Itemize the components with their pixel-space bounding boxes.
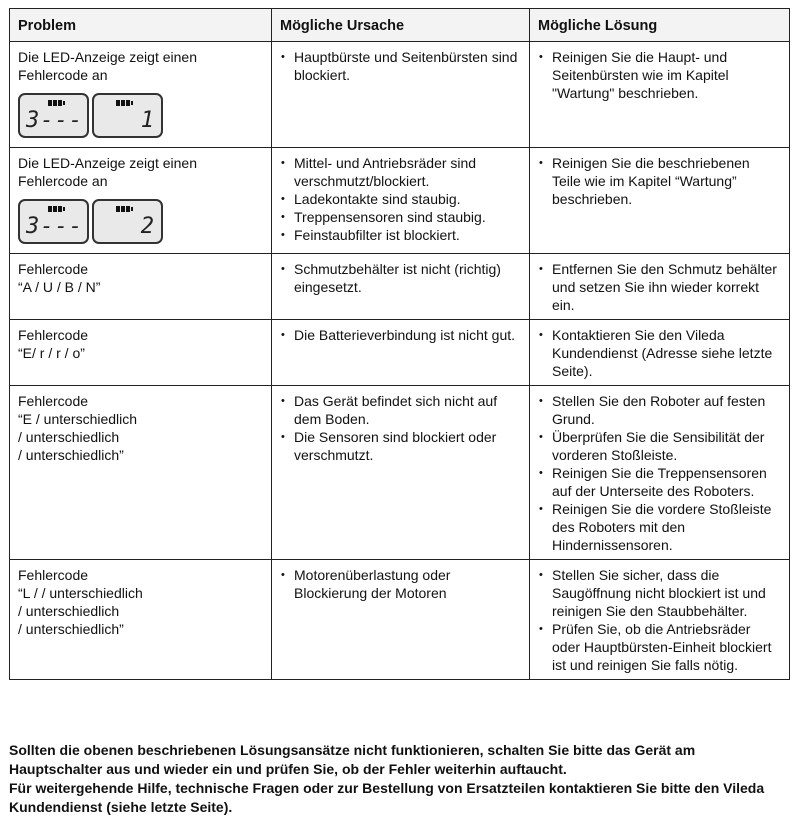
solution-cell [530, 386, 790, 560]
problem-cell [10, 320, 272, 386]
battery-icon [116, 206, 133, 212]
table-header-row [10, 9, 790, 42]
solution-item: • Entfernen Sie den Schmutz behälter und setzen Sie ihn wieder korrekt ein. [538, 260, 782, 314]
battery-segment [58, 100, 62, 106]
cause-item: • Schmutzbehälter ist nicht (richtig) eingesetzt. [280, 260, 522, 296]
problem-text: / unterschiedlich [18, 429, 120, 445]
solution-item: • Reinigen Sie die vordere Stoßleiste des Roboters mit den Hindernissensoren. [538, 500, 782, 554]
problem-text: Die LED-Anzeige zeigt einen [18, 155, 197, 171]
problem-text: “E / unterschiedlich [18, 411, 138, 427]
problem-cell [10, 254, 272, 320]
problem-text: Fehlercode [18, 261, 89, 277]
battery-segment [53, 100, 57, 106]
solutions-list [538, 326, 782, 380]
problem-text: Fehlercode an [18, 67, 108, 83]
error-display-pair [18, 199, 264, 244]
lcd-display-icon [92, 93, 163, 138]
solution-item: • Reinigen Sie die Treppensensoren auf der Unterseite des Roboters. [538, 464, 782, 500]
problem-cell [10, 148, 272, 254]
battery-tip [63, 101, 65, 105]
battery-icon [116, 100, 133, 106]
battery-segment [48, 100, 52, 106]
solution-cell [530, 148, 790, 254]
battery-tip [131, 101, 133, 105]
problem-text: Die LED-Anzeige zeigt einen [18, 49, 197, 65]
solution-item: • Reinigen Sie die Haupt- und Seitenbürsten wie im Kapitel "Wartung" beschrieben. [538, 48, 782, 102]
footer-note [9, 741, 791, 817]
troubleshooting-table [9, 8, 790, 680]
battery-segment [53, 206, 57, 212]
table-row [10, 386, 790, 560]
cause-item: • Treppensensoren sind staubig. [280, 208, 522, 226]
causes-list [280, 392, 522, 464]
lcd-digits: 3--- [26, 214, 83, 239]
lcd-digits: 2 [140, 214, 155, 239]
table-row [10, 254, 790, 320]
problem-text: Fehlercode an [18, 173, 108, 189]
table-row [10, 320, 790, 386]
lcd-display-icon [92, 199, 163, 244]
solution-item: • Überprüfen Sie die Sensibilität der vorderen Stoßleiste. [538, 428, 782, 464]
problem-cell [10, 386, 272, 560]
lcd-display-icon [18, 93, 89, 138]
table-row [10, 560, 790, 680]
lcd-display-icon [18, 199, 89, 244]
table-row [10, 42, 790, 148]
problem-text: “E/ r / r / o” [18, 345, 85, 361]
header-cause: Mögliche Ursache [272, 9, 530, 42]
problem-cell [10, 560, 272, 680]
error-display-pair [18, 93, 264, 138]
battery-segment [116, 100, 120, 106]
solutions-list [538, 48, 782, 102]
battery-segment [121, 100, 125, 106]
header-solution: Mögliche Lösung [530, 9, 790, 42]
solution-cell [530, 254, 790, 320]
footer-paragraph: Für weitergehende Hilfe, technische Fragen oder zur Bestellung von Ersatzteilen kontaktieren Sie bitte den Vileda Kundendienst (siehe letzte Seite). [9, 780, 765, 815]
problem-text: / unterschiedlich [18, 603, 120, 619]
cause-cell [272, 254, 530, 320]
solution-item: • Stellen Sie den Roboter auf festen Grund. [538, 392, 782, 428]
cause-cell [272, 148, 530, 254]
cause-item: • Feinstaubfilter ist blockiert. [280, 226, 522, 244]
cause-cell [272, 560, 530, 680]
problem-text: “A / U / B / N” [18, 279, 101, 295]
cause-item: • Ladekontakte sind staubig. [280, 190, 522, 208]
cause-item: • Die Batterieverbindung ist nicht gut. [280, 326, 522, 344]
solution-cell [530, 42, 790, 148]
cause-item: • Mittel- und Antriebsräder sind verschmutzt/blockiert. [280, 154, 522, 190]
problem-text: / unterschiedlich” [18, 621, 124, 637]
footer-paragraph: Sollten die obenen beschriebenen Lösungsansätze nicht funktionieren, schalten Sie bitte das Gerät am Hauptschalter aus und wieder ein und prüfen Sie, ob der Fehler weiterhin auftaucht. [9, 742, 696, 777]
lcd-digits: 3--- [26, 108, 83, 133]
battery-segment [126, 206, 130, 212]
battery-segment [126, 100, 130, 106]
battery-tip [63, 207, 65, 211]
solutions-list [538, 392, 782, 554]
solutions-list [538, 154, 782, 208]
battery-icon [48, 206, 65, 212]
solution-cell [530, 560, 790, 680]
battery-icon [48, 100, 65, 106]
battery-tip [131, 207, 133, 211]
causes-list [280, 154, 522, 244]
cause-item: • Das Gerät befindet sich nicht auf dem Boden. [280, 392, 522, 428]
problem-text: Fehlercode [18, 327, 89, 343]
cause-item: • Motorenüberlastung oder Blockierung der Motoren [280, 566, 522, 602]
causes-list [280, 260, 522, 296]
solution-item: • Kontaktieren Sie den Vileda Kundendienst (Adresse siehe letzte Seite). [538, 326, 782, 380]
battery-segment [116, 206, 120, 212]
solution-item: • Reinigen Sie die beschriebenen Teile wie im Kapitel “Wartung” beschrieben. [538, 154, 782, 208]
header-problem: Problem [10, 9, 272, 42]
causes-list [280, 566, 522, 602]
battery-segment [48, 206, 52, 212]
lcd-digits: 1 [140, 108, 155, 133]
problem-text: / unterschiedlich” [18, 447, 124, 463]
cause-cell [272, 320, 530, 386]
solutions-list [538, 260, 782, 314]
battery-segment [121, 206, 125, 212]
table-row [10, 148, 790, 254]
problem-text: Fehlercode [18, 567, 89, 583]
cause-item: • Die Sensoren sind blockiert oder verschmutzt. [280, 428, 522, 464]
problem-cell [10, 42, 272, 148]
solution-item: • Stellen Sie sicher, dass die Saugöffnung nicht blockiert ist und reinigen Sie den Staubbehälter. [538, 566, 782, 620]
causes-list [280, 48, 522, 84]
solution-cell [530, 320, 790, 386]
causes-list [280, 326, 522, 344]
cause-item: • Hauptbürste und Seitenbürsten sind blockiert. [280, 48, 522, 84]
cause-cell [272, 42, 530, 148]
solution-item: • Prüfen Sie, ob die Antriebsräder oder Hauptbürsten-Einheit blockiert ist und reinigen Sie falls nötig. [538, 620, 782, 674]
cause-cell [272, 386, 530, 560]
problem-text: Fehlercode [18, 393, 89, 409]
problem-text: “L / / unterschiedlich [18, 585, 143, 601]
solutions-list [538, 566, 782, 674]
battery-segment [58, 206, 62, 212]
